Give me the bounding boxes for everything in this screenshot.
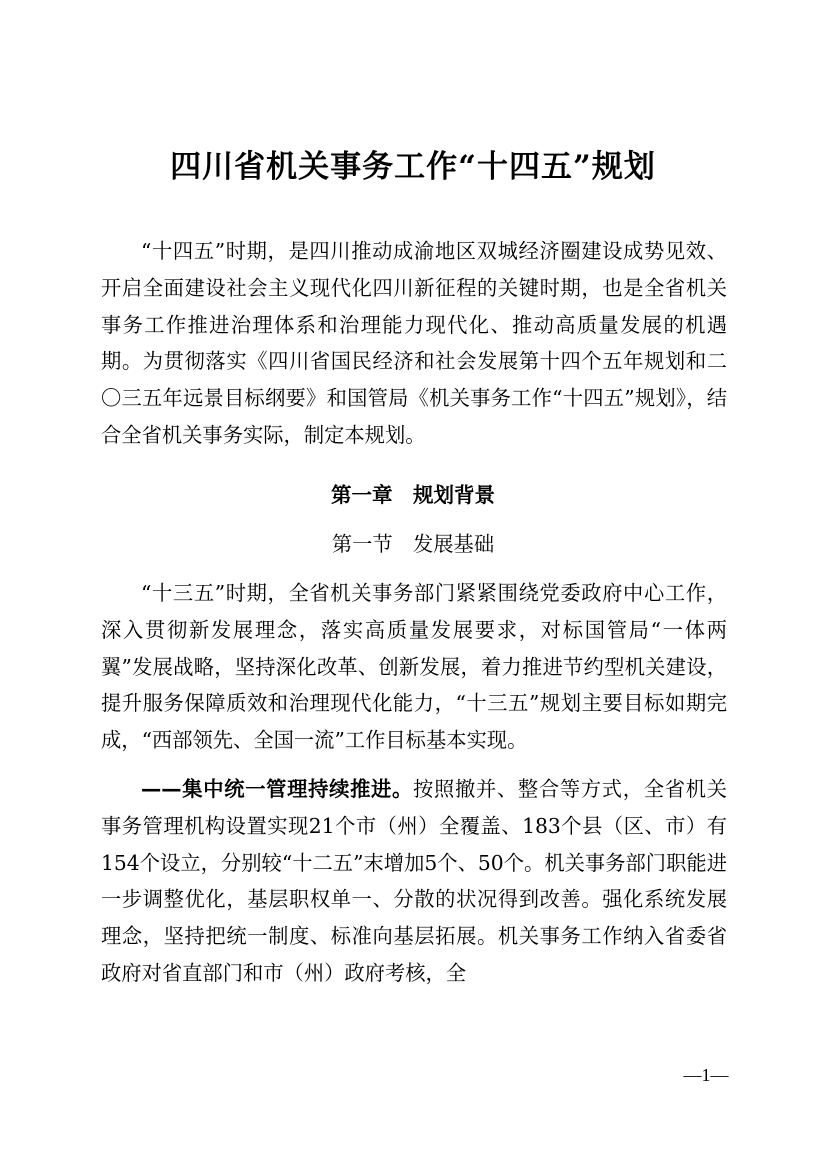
chapter-heading: 第一章 规划背景: [331, 483, 495, 507]
page-number: —1—: [683, 1065, 729, 1085]
point-lead: ——集中统一管理持续推进。: [141, 777, 414, 801]
section-paragraph: “十三五”时期，全省机关事务部门紧紧围绕党委政府中心工作，深入贯彻新发展理念，落实高质量发展要求，对标国管局“一体两翼”发展战略，坚持深化改革、创新发展，着力推进节约型机关建设，提升服务保障质效和治理现代化能力，“十三五”规划主要目标如期完成，“西部领先、全国一流”工作目标基本实现。: [101, 581, 727, 753]
intro-paragraph: “十四五”时期，是四川推动成渝地区双城经济圈建设成势见效、开启全面建设社会主义现代化四川新征程的关键时期，也是全省机关事务工作推进治理体系和治理能力现代化、推动高质量发展的机遇期。为贯彻落实《四川省国民经济和社会发展第十四个五年规划和二〇三五年远景目标纲要》和国管局《机关事务工作“十四五”规划》，结合全省机关事务实际，制定本规划。: [101, 239, 727, 447]
section-heading: 第一节 发展基础: [331, 532, 495, 556]
point-paragraph: [101, 771, 727, 992]
document-title: 四川省机关事务工作“十四五”规划: [170, 149, 656, 185]
point-body: 按照撤并、整合等方式，全省机关事务管理机构设置实现21个市（州）全覆盖、183个县（区、市）有154个设立，分别较“十二五”末增加5个、50个。机关事务部门职能进一步调整优化，基层职权单一、分散的状况得到改善。强化系统发展理念，坚持把统一制度、标准向基层拓展。机关事务工作纳入省委省政府对省直部门和市（州）政府考核，全: [101, 777, 727, 985]
